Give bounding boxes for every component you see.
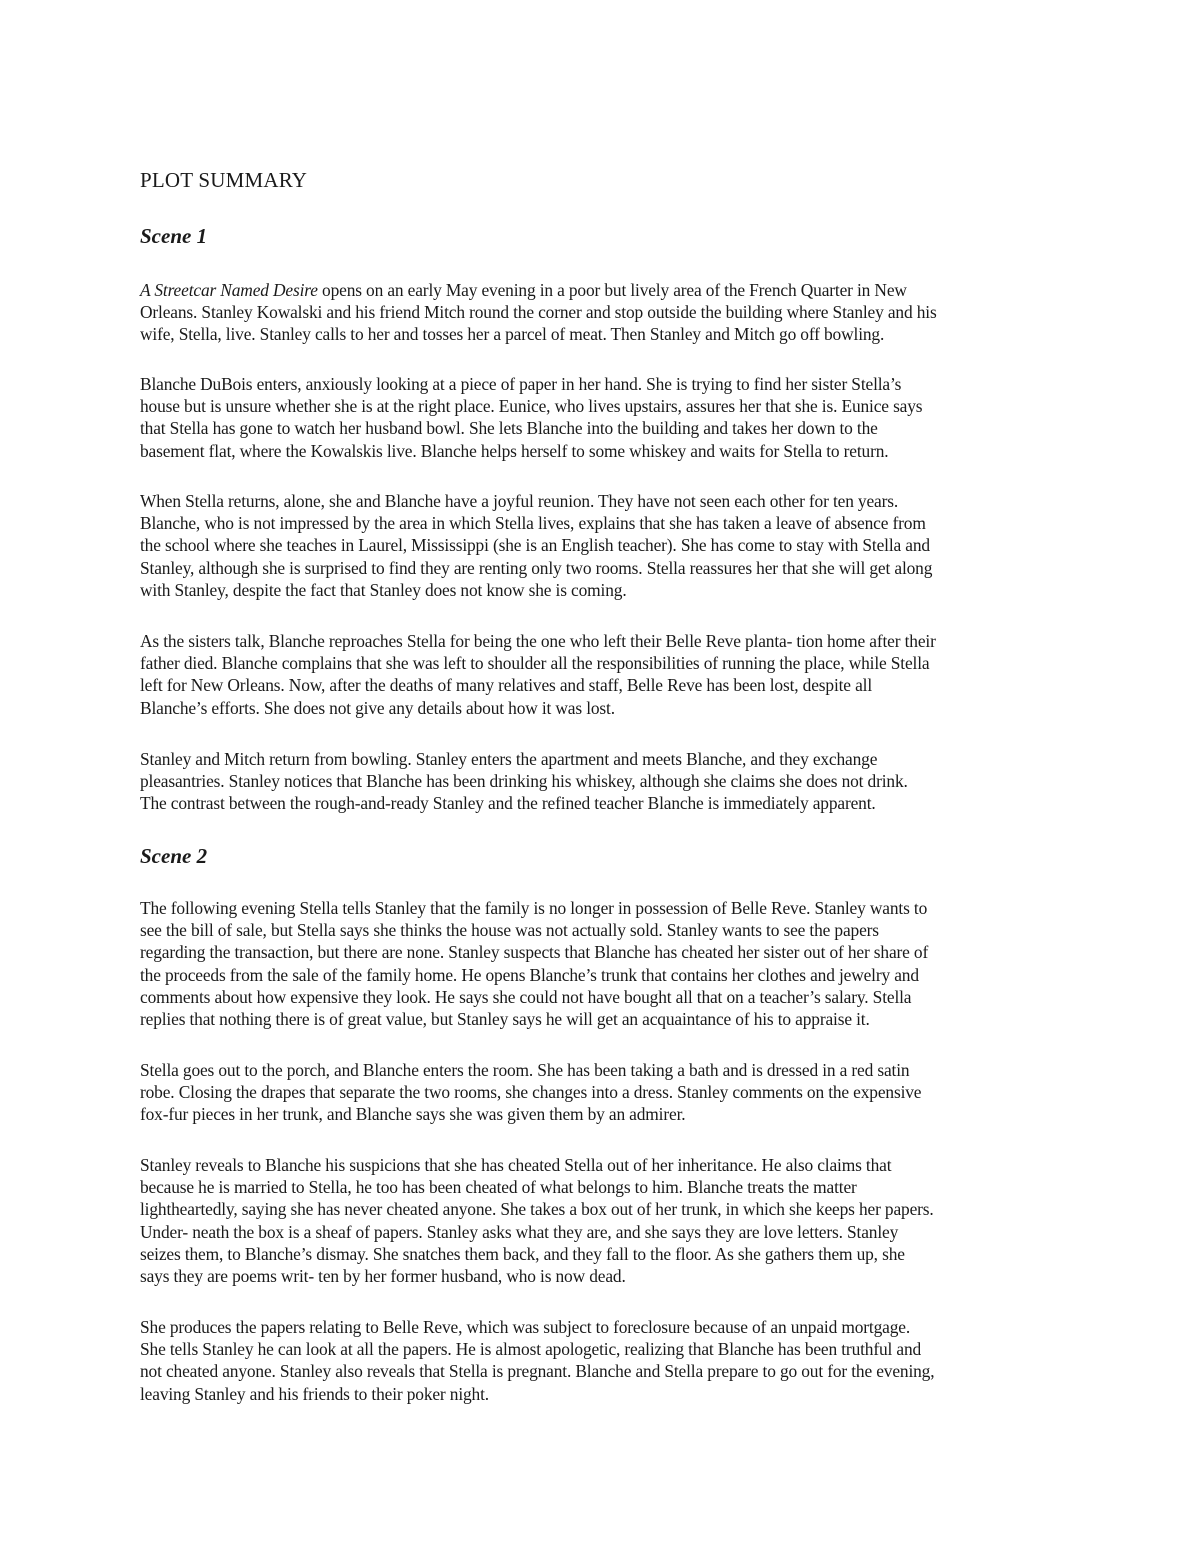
scene-2-paragraph-1 xyxy=(140,897,1065,1030)
paragraph-line: that Stella has gone to watch her husband bowl. She lets Blanche into the building and takes her down to the xyxy=(140,418,878,439)
paragraph-line: wife, Stella, live. Stanley calls to her and tosses her a parcel of meat. Then Stanley and Mitch go off bowling. xyxy=(140,324,885,345)
paragraph-line: seizes them, to Blanche’s dismay. She snatches them back, and they fall to the floor. As she gathers them up, she xyxy=(140,1243,905,1264)
paragraph-line: The following evening Stella tells Stanley that the family is no longer in possession of Belle Reve. Stanley wants to xyxy=(140,898,928,918)
paragraph-line: Blanche DuBois enters, anxiously looking at a piece of paper in her hand. She is trying to find her sister Stella’s xyxy=(140,374,902,394)
paragraph-line: father died. Blanche complains that she was left to shoulder all the responsibilities of running the place, while Stella xyxy=(140,653,930,674)
page-title: PLOT SUMMARY xyxy=(140,168,308,192)
paragraph-line: comments about how expensive they look. He says she could not have bought all that on a teacher’s salary. Stella xyxy=(140,986,912,1007)
paragraph-line: Stanley reveals to Blanche his suspicions that she has cheated Stella out of her inheritance. He also claims that xyxy=(140,1155,892,1175)
paragraph-line: Stella goes out to the porch, and Blanche enters the room. She has been taking a bath and is dressed in a red satin xyxy=(140,1060,910,1080)
paragraph-line: lightheartedly, saying she has never cheated anyone. She takes a box out of her trunk, in which she keeps her papers. xyxy=(140,1199,934,1220)
paragraph-line: house but is unsure whether she is at the right place. Eunice, who lives upstairs, assures her that she is. Eunice says xyxy=(140,396,923,417)
scene-1-paragraph-1 xyxy=(140,279,1065,346)
scene-1-paragraph-4 xyxy=(140,630,1065,719)
paragraph-line: As the sisters talk, Blanche reproaches Stella for being the one who left their Belle Reve planta- tion home after their xyxy=(140,631,936,651)
paragraph-line: pleasantries. Stanley notices that Blanche has been drinking his whiskey, although she claims she does not drink. xyxy=(140,771,908,792)
paragraph-line: Stanley, although she is surprised to find they are renting only two rooms. Stella reassures her that she will get along xyxy=(140,557,933,578)
paragraph-line: robe. Closing the drapes that separate the two rooms, she changes into a dress. Stanley comments on the expensive xyxy=(140,1082,922,1103)
paragraph-line: leaving Stanley and his friends to their poker night. xyxy=(140,1383,489,1404)
paragraph-line: Blanche’s efforts. She does not give any details about how it was lost. xyxy=(140,697,615,718)
paragraph-line: the proceeds from the sale of the family home. He opens Blanche’s trunk that contains her clothes and jewelry and xyxy=(140,964,919,985)
paragraph-line: replies that nothing there is of great value, but Stanley says he will get an acquaintance of his to appraise it. xyxy=(140,1009,870,1030)
scene-2-heading: Scene 2 xyxy=(140,844,208,868)
paragraph-line: Orleans. Stanley Kowalski and his friend Mitch round the corner and stop outside the building where Stanley and his xyxy=(140,302,937,323)
paragraph-line: She tells Stanley he can look at all the papers. He is almost apologetic, realizing that Blanche has been truthful and xyxy=(140,1339,922,1360)
paragraph-line: because he is married to Stella, he too has been cheated of what belongs to him. Blanche treats the matter xyxy=(140,1177,857,1198)
scene-2-paragraph-4 xyxy=(140,1316,1065,1405)
paragraph-line: not cheated anyone. Stanley also reveals that Stella is pregnant. Blanche and Stella prepare to go out for the evening, xyxy=(140,1361,935,1382)
paragraph-line: Stanley and Mitch return from bowling. Stanley enters the apartment and meets Blanche, and they exchange xyxy=(140,749,878,769)
paragraph-line: Under- neath the box is a sheaf of papers. Stanley asks what they are, and she says they are love letters. Stanley xyxy=(140,1221,899,1242)
play-title-italic: A Streetcar Named Desire xyxy=(140,280,318,300)
paragraph-line: regarding the transaction, but there are none. Stanley suspects that Blanche has cheated her sister out of her share of xyxy=(140,942,929,963)
paragraph-line: When Stella returns, alone, she and Blanche have a joyful reunion. They have not seen each other for ten years. xyxy=(140,491,899,511)
paragraph-line: with Stanley, despite the fact that Stanley does not know she is coming. xyxy=(140,579,627,600)
paragraph-line: the school where she teaches in Laurel, Mississippi (she is an English teacher). She has come to stay with Stella and xyxy=(140,535,930,556)
paragraph-line: A Streetcar Named Desire opens on an early May evening in a poor but lively area of the French Quarter in New xyxy=(140,280,907,300)
scene-1-paragraph-3 xyxy=(140,490,1065,601)
paragraph-line: She produces the papers relating to Belle Reve, which was subject to foreclosure because of an unpaid mortgage. xyxy=(140,1317,911,1337)
paragraph-line: see the bill of sale, but Stella says she thinks the house was not actually sold. Stanley wants to see the papers xyxy=(140,920,879,941)
paragraph-line: left for New Orleans. Now, after the deaths of many relatives and staff, Belle Reve has been lost, despite all xyxy=(140,675,873,696)
scene-1-paragraph-2 xyxy=(140,373,1065,462)
scene-2-paragraph-2 xyxy=(140,1059,1065,1126)
scene-1-heading: Scene 1 xyxy=(140,224,208,248)
scene-1-paragraph-5 xyxy=(140,748,1065,815)
scene-2-paragraph-3 xyxy=(140,1154,1065,1287)
paragraph-line: fox-fur pieces in her trunk, and Blanche says she was given them by an admirer. xyxy=(140,1104,686,1125)
paragraph-line: Blanche, who is not impressed by the area in which Stella lives, explains that she has taken a leave of absence from xyxy=(140,513,926,534)
paragraph-line: basement flat, where the Kowalskis live. Blanche helps herself to some whiskey and waits for Stella to return. xyxy=(140,440,889,461)
paragraph-line: The contrast between the rough-and-ready Stanley and the refined teacher Blanche is immediately apparent. xyxy=(140,793,876,814)
paragraph-line: says they are poems writ- ten by her former husband, who is now dead. xyxy=(140,1266,626,1287)
